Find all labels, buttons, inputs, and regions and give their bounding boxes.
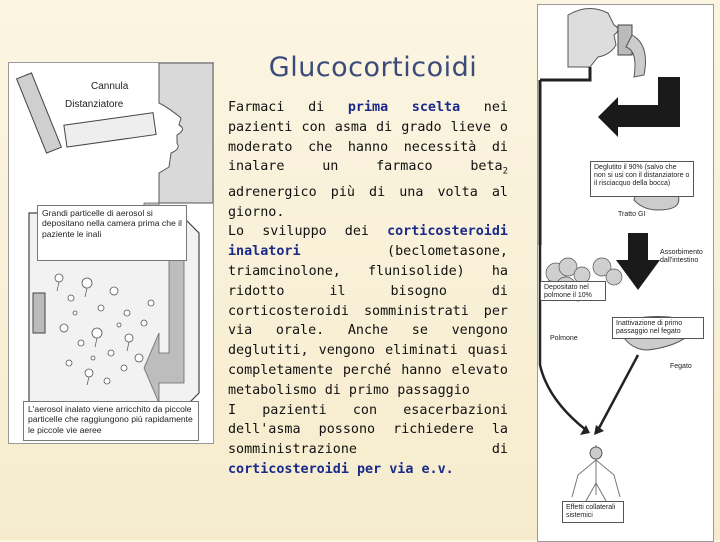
caption-bottom: L'aerosol inalato viene arricchito da piccole particelle che raggiungono più rapidamente le piccole vie aeree xyxy=(23,401,199,441)
pharmacokinetics-diagram xyxy=(537,4,714,542)
text-run: nei pazienti con asma di grado lieve o moderato che hanno necessità di inalare un farmaco beta xyxy=(228,100,508,175)
paragraph-2 xyxy=(228,222,508,400)
box-polmone: Depositato nel polmone il 10% xyxy=(540,281,606,301)
slide-title: Glucocorticoidi xyxy=(268,52,478,83)
absorption-arrow xyxy=(616,233,660,290)
highlighted-term: prima scelta xyxy=(347,100,461,115)
box-inattivazione: Inattivazione di primo passaggio nel fegato xyxy=(612,317,704,339)
highlighted-term: corticosteroidi per via e.v. xyxy=(228,462,454,478)
text-run: Farmaci di xyxy=(228,100,348,115)
label-fegato: Fegato xyxy=(670,363,692,370)
label-tratto-gi: Tratto GI xyxy=(618,211,646,218)
paragraph-3 xyxy=(228,401,508,480)
box-deglutito: Deglutito il 90% (salvo che non si usi con il distanziatore o il risciacquo della bocca) xyxy=(590,161,694,197)
body-text xyxy=(228,98,508,480)
spacer-diagram xyxy=(8,62,214,444)
label-cannula: Cannula xyxy=(91,81,129,92)
label-polmone: Polmone xyxy=(550,335,578,342)
label-assorbimento: Assorbimento dall'intestino xyxy=(660,249,703,265)
swallow-arrow xyxy=(598,77,680,137)
text-run: adrenergico più di una volta al giorno. xyxy=(228,184,508,220)
highlighted-term: corticosteroidi inalatori xyxy=(228,224,508,260)
text-run: Lo sviluppo dei xyxy=(228,224,388,240)
paragraph-1 xyxy=(228,98,508,222)
pharmacokinetics-illustration xyxy=(538,5,713,541)
label-distanziatore: Distanziatore xyxy=(65,99,124,110)
text-run: (beclometasone, triamcinolone, flunisolide) ha ridotto il bisogno di corticosteroidi somministrati per via orale. Anche se vengono deglutiti, vengono eliminati quasi completamente perché hanno elevato metabolismo di primo passaggio xyxy=(228,244,508,398)
box-effetti: Effetti collaterali sistemici xyxy=(562,501,624,523)
text-run: I pazienti con esacerbazioni dell'asma possono richiedere la somministrazione di xyxy=(228,402,508,458)
caption-top: Grandi particelle di aerosol si depositano nella camera prima che il paziente le inali xyxy=(37,205,187,261)
text-run: 2 xyxy=(502,167,508,178)
